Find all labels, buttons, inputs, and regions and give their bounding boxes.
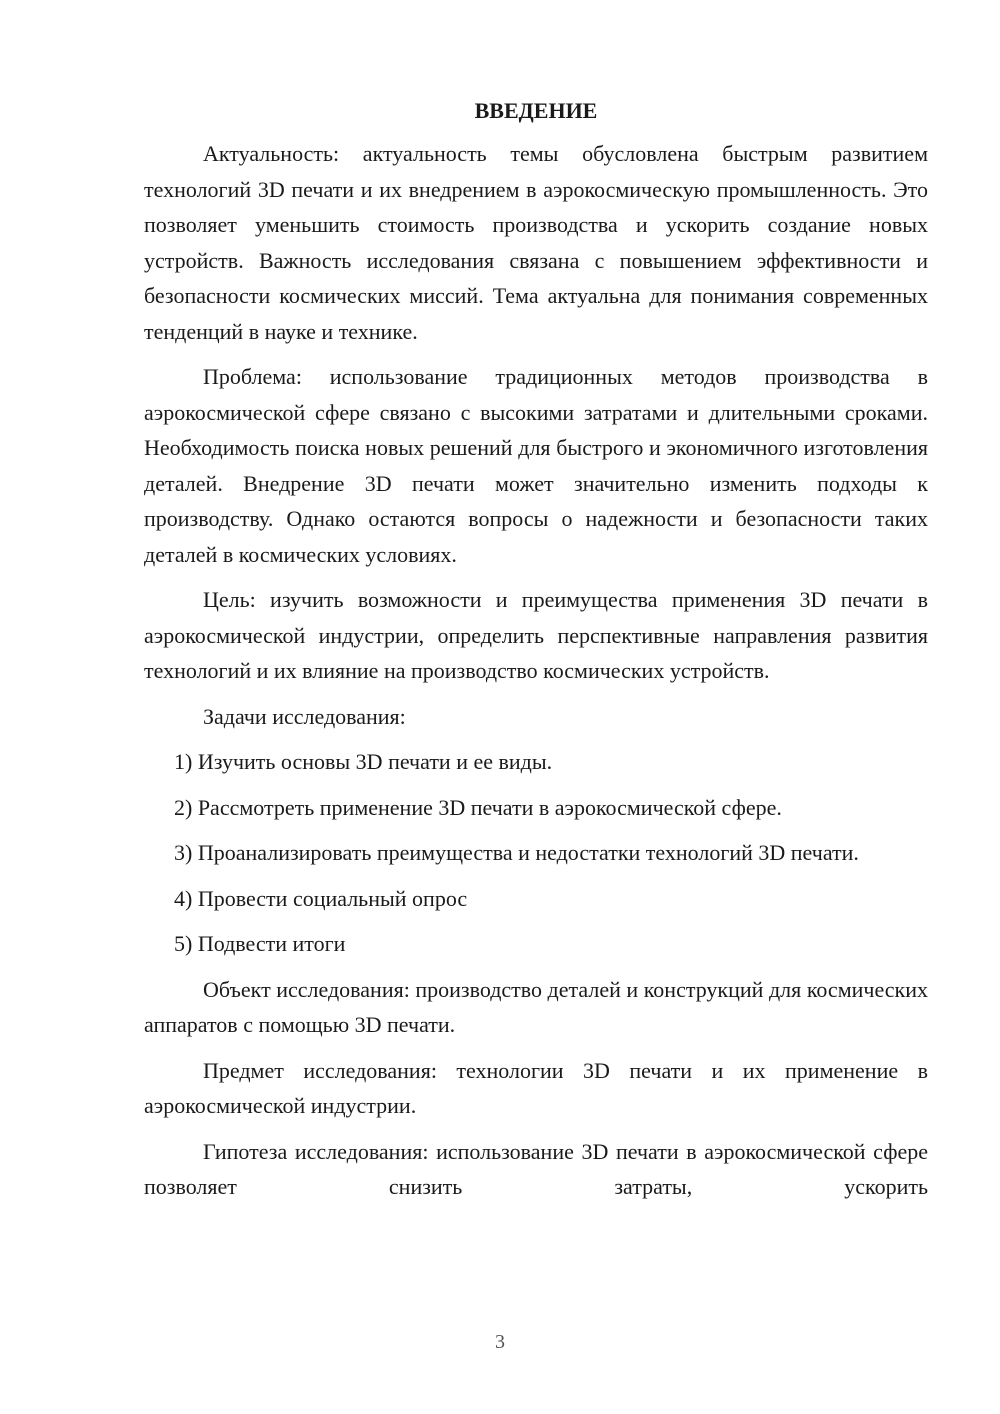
paragraph-object: Объект исследования: производство деталей и конструкций для космических аппаратов с помощью 3D печати.	[144, 976, 928, 1037]
paragraph-relevance: Актуальность: актуальность темы обусловлена быстрым развитием технологий 3D печати и их внедрением в аэрокосмическую промышленность. Это позволяет уменьшить стоимость производства и ускорить создание новых устройств. Важность исследования связана с повышением эффективности и безопасности космических миссий. Тема актуальна для понимания современных тенденций в науке и технике.	[144, 141, 928, 344]
paragraph-subject: Предмет исследования: технологии 3D печати и их применение в аэрокосмической индустрии.	[144, 1057, 928, 1118]
task-item-4: 4) Провести социальный опрос	[174, 885, 468, 911]
task-item-5: 5) Подвести итоги	[174, 931, 346, 956]
paragraph-goal: Цель: изучить возможности и преимущества применения 3D печати в аэрокосмической индустрии, определить перспективные направления развития технологий и их влияние на производство космических устройств.	[144, 587, 928, 683]
task-item-2: 2) Рассмотреть применение 3D печати в аэрокосмической сфере.	[174, 794, 782, 820]
tasks-heading: Задачи исследования:	[203, 703, 406, 729]
page-number: 3	[495, 1331, 505, 1353]
task-item-3: 3) Проанализировать преимущества и недостатки технологий 3D печати.	[174, 840, 859, 865]
paragraph-hypothesis: Гипотеза исследования: использование 3D печати в аэрокосмической сфере позволяет снизить затраты, ускорить	[144, 1138, 928, 1199]
section-title: ВВЕДЕНИЕ	[474, 98, 598, 123]
paragraph-problem: Проблема: использование традиционных методов производства в аэрокосмической сфере связано с высокими затратами и длительными сроками. Необходимость поиска новых решений для быстрого и экономичного изготовления деталей. Внедрение 3D печати может значительно изменить подходы к производству. Однако остаются вопросы о надежности и безопасности таких деталей в космических условиях.	[144, 364, 928, 567]
task-item-1: 1) Изучить основы 3D печати и ее виды.	[174, 749, 553, 774]
